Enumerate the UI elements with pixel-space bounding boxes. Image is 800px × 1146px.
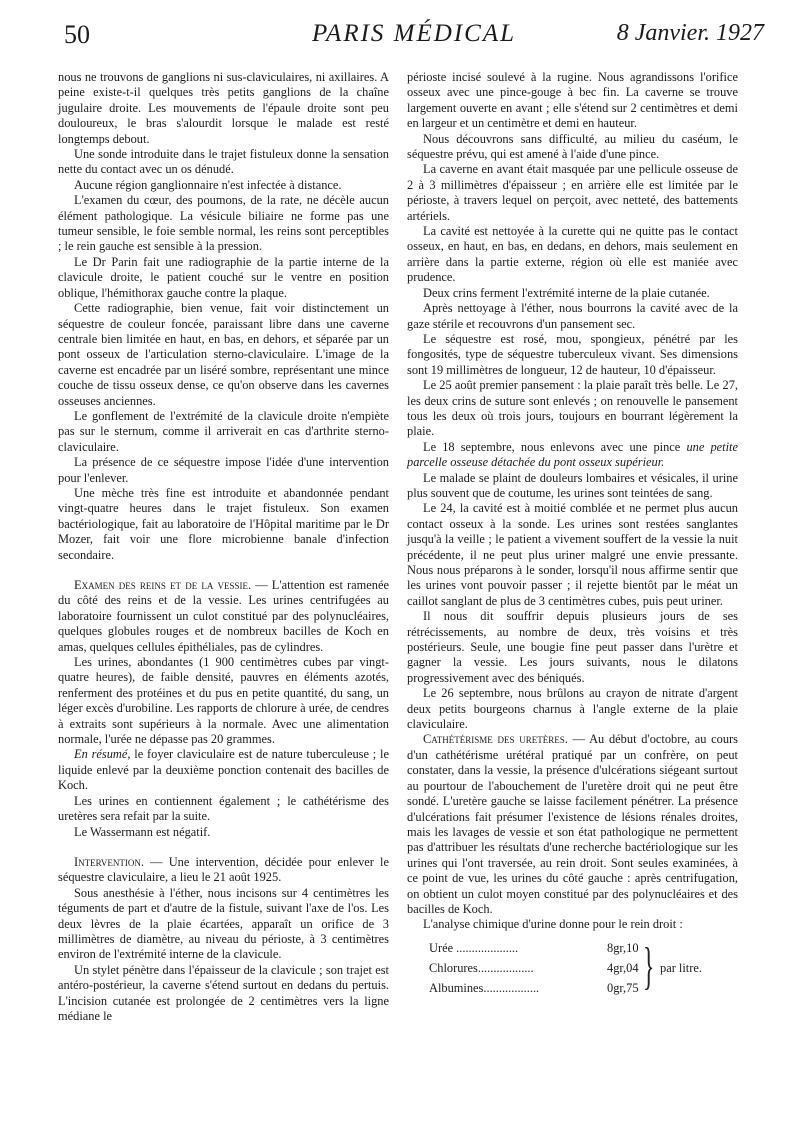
section-paragraph: [58, 578, 389, 655]
paragraph-text: — Une intervention, décidée pour enlever le séquestre claviculaire, a lieu le 21 août 1925.: [58, 854, 389, 885]
paragraph: Le séquestre est rosé, mou, spongieux, pénétré par les fongosités, type de séquestre tuberculeux vivant. Ses dimensions sont 19 millimètres de longueur, 12 de hauteur, 10 d'épaisseur.: [407, 331, 738, 377]
result-name: Urée ....................: [429, 940, 519, 955]
paragraph: L'examen du cœur, des poumons, de la rate, ne décèle aucun élément pathologique. La vésicule biliaire ne forme pas une tumeur sensible, le foie semble normal, les reins sont perceptibles ; le rein gauche est sensible à la pression.: [58, 193, 389, 254]
page-number: 50: [64, 20, 90, 49]
italic-phrase: une petite parcelle osseuse détachée du pont osseux supérieur.: [407, 439, 739, 470]
paragraph: Après nettoyage à l'éther, nous bourrons la cavité avec de la gaze stérile et recouvrons d'un pansement sec.: [407, 301, 738, 331]
paragraph: Le Dr Parin fait une radiographie de la partie interne de la clavicule droite, le patient couché sur le ventre en position oblique, l'hémithorax gauche contre la plaque.: [58, 254, 389, 300]
paragraph: nous ne trouvons de ganglions ni sus-claviculaires, ni axillaires. A peine existe-t-il quelques très petits ganglions de la chaîne jugulaire droite. Les mouvements de l'épaule droite sont peu douloureux, le bras s'alourdit lorsque le malade est resté longtemps debout.: [58, 70, 389, 146]
right-column: [407, 70, 738, 1005]
paragraph-text: — Au début d'octobre, au cours d'un cathétérisme urétéral pratiqué par un confrère, on peut constater, dans la vessie, la présence d'ulcérations siégeant surtout au pourtour de l'abouchement de l'uretère droit qui ne peut être sondé. L'uretère gauche se laisse facilement pénétrer. La présence d'ulcérations fait présumer l'existence de lésions rénales droites, mais les lavages de vessie et son état pathologique ne permettent pas d'attribuer les résultats d'une recherche bactériologique sur les urines qui l'ont traversée, au rein droit. Sont seules examinées, à ce point de vue, les urines du côté gauche : après centrifugation, on obtient un culot moyen constitué par des polynucléaires et des bacilles de Koch.: [407, 732, 738, 916]
issue-date: 8 Janvier. 1927: [616, 20, 764, 46]
paragraph: La présence de ce séquestre impose l'idée d'une intervention pour l'enlever.: [58, 455, 389, 485]
result-row: [429, 941, 649, 959]
left-column: [58, 70, 389, 1024]
result-value: 4gr,04: [607, 960, 639, 975]
summary-lead: En résumé,: [74, 747, 131, 762]
journal-title: PARIS MÉDICAL: [312, 20, 516, 47]
paragraph: Une mèche très fine est introduite et abandonnée pendant vingt-quatre heures dans le trajet fistuleux. Son examen bactériologique, fait au laboratoire de l'Hôpital maritime par le Dr Mozer, fait voir une flore microbienne banale d'infection secondaire.: [58, 485, 389, 562]
paragraph: Le gonflement de l'extrémité de la clavicule droite n'empiète pas sur le sternum, comme il arriverait en cas d'arthrite sterno-claviculaire.: [58, 408, 389, 454]
paragraph: Un stylet pénètre dans l'épaisseur de la clavicule ; son trajet est antéro-postérieur, la caverne s'étend surtout en dedans du pertuis. L'incision cutanée est prolongée de 2 centimètres vers la ligne médiane le: [58, 962, 389, 1023]
paragraph: Le 24, la cavité est à moitié comblée et ne permet plus aucun contact osseux à la sonde. Les urines sont restées sanglantes jusqu'à la veille ; le patient a vivement souffert de la vessie la nuit précédente, il ne peut plus uriner malgré une envie pressante. Nous nous préparons à le sonder, lorsqu'il nous affirme sentir que les urines vont pouvoir passer ; il rejette bientôt par le méat un caillot sanglant de plus de 3 centimètres cubes, puis peut uriner.: [407, 501, 738, 608]
paragraph: Les urines en contiennent également ; le cathétérisme des uretères sera refait par la suite.: [58, 793, 389, 824]
section-heading-reins-vessie: Examen des reins et de la vessie.: [74, 578, 252, 592]
result-row: [429, 981, 649, 999]
paragraph-text: le foyer claviculaire est de nature tuberculeuse ; le liquide enlevé par la deuxième ponction contenait des bacilles de Koch.: [58, 747, 390, 793]
section-heading-catheterisme: Cathétérisme des uretères.: [423, 732, 568, 747]
paragraph: Le malade se plaint de douleurs lombaires et vésicales, il urine plus souvent que de coutume, les urines sont teintées de sang.: [407, 470, 738, 500]
result-row: [429, 961, 649, 979]
paragraph: Deux crins ferment l'extrémité interne de la plaie cutanée.: [423, 285, 710, 300]
paragraph: Le 26 septembre, nous brûlons au crayon de nitrate d'argent deux petits bourgeons charnus à l'angle externe de la plaie claviculaire.: [407, 686, 738, 732]
paragraph: périoste incisé soulevé à la rugine. Nous agrandissons l'orifice osseux avec une pince-gouge à bec fin. La caverne se trouve largement ouverte en avant ; elle s'étend sur 2 centimètres et demi en largeur et un centimètre et demi en hauteur.: [407, 70, 738, 131]
section-heading-intervention: Intervention.: [74, 854, 144, 869]
paragraph: [58, 747, 389, 793]
paragraph: La caverne en avant était masquée par une pellicule osseuse de 2 à 3 millimètres d'épaisseur ; en arrière elle est limitée par le périoste, à travers lequel on perçoit, avec netteté, des battements artériels.: [407, 162, 738, 223]
paragraph: Nous découvrons sans difficulté, au milieu du caséum, le séquestre prévu, qui est amené à l'aide d'une pince.: [407, 131, 738, 162]
result-unit: par litre.: [660, 960, 702, 975]
result-value: 0gr,75: [607, 980, 639, 995]
paragraph: La cavité est nettoyée à la curette qui ne quitte pas le contact osseux, en haut, en bas, en dedans, en dehors, mais seulement en arrière dans la partie externe, région où elle est maniée avec prudence.: [407, 224, 738, 285]
paragraph: Le 25 août premier pansement : la plaie paraît très belle. Le 27, les deux crins de suture sont enlevés ; on renouvelle le pansement tous les deux où trois jours, toujours en bourrant légèrement la plaie.: [407, 378, 738, 439]
paragraph: Il nous dit souffrir depuis plusieurs jours de ses rétrécissements, au nombre de deux, très voisins et très postérieurs. Seule, une bougie fine peut passer dans l'urètre et gagner la vessie. Les jours suivants, nous le dilatons progressivement avec des béniqués.: [407, 609, 738, 685]
paragraph: Cette radiographie, bien venue, fait voir distinctement un séquestre de couleur foncée, paraissant libre dans une caverne centrale bien limitée en haut, en bas, en dehors, et séparée par un pont osseux de l'articulation sterno-claviculaire. L'image de la caverne est encadrée par un liséré sombre, représentant une mince couche de tissu osseux dense, ce qu'on observe dans les cavernes osseuses anciennes.: [58, 301, 389, 408]
section-paragraph: [58, 855, 389, 886]
urine-results-table: [407, 937, 738, 1005]
result-value: 8gr,10: [607, 940, 639, 955]
paragraph-text: Le 18 septembre, nous enlevons avec une pince: [423, 439, 687, 454]
result-name: Chlorures..................: [429, 960, 534, 975]
paragraph: Les urines, abondantes (1 900 centimètres cubes par vingt-quatre heures), de faible densité, pauvres en éléments azotés, renferment des protéines et du pus en petite quantité, du sang, un léger excès d'urobiline. Les rapports de chlorure à urée, de cendres à extraits sont supérieurs à la normale. Avec une alimentation normale, l'urée ne dépasse pas 20 grammes.: [58, 655, 389, 747]
result-name: Albumines..................: [429, 980, 540, 995]
page-header: [64, 14, 764, 58]
paragraph: Sous anesthésie à l'éther, nous incisons sur 4 centimètres les téguments de part et d'autre de la fistule, suivant l'axe de l'os. Les deux lèvres de la plaie écartées, apparaît un orifice de 3 millimètres de diamètre, au niveau du périoste, à 3 centimètres environ de l'extrémité interne de la clavicule.: [58, 885, 389, 962]
paragraph: [407, 440, 738, 471]
paragraph: L'analyse chimique d'urine donne pour le rein droit :: [423, 917, 683, 932]
paragraph: Le Wassermann est négatif.: [74, 824, 211, 839]
paragraph: Aucune région ganglionnaire n'est infectée à distance.: [74, 177, 342, 192]
curly-brace-icon: }: [643, 937, 655, 995]
section-paragraph: [407, 732, 738, 917]
paragraph-text: — L'attention est ramenée du côté des reins et de la vessie. Les urines centrifugées au laboratoire fournissent un culot constitué par des polynucléaires, quelques globules rouges et de nombreux bacilles de Koch en amas, quelques cellules épithéliales, pas de cylindres.: [58, 578, 389, 654]
paragraph: Une sonde introduite dans le trajet fistuleux donne la sensation nette du contact avec un os dénudé.: [58, 147, 389, 177]
